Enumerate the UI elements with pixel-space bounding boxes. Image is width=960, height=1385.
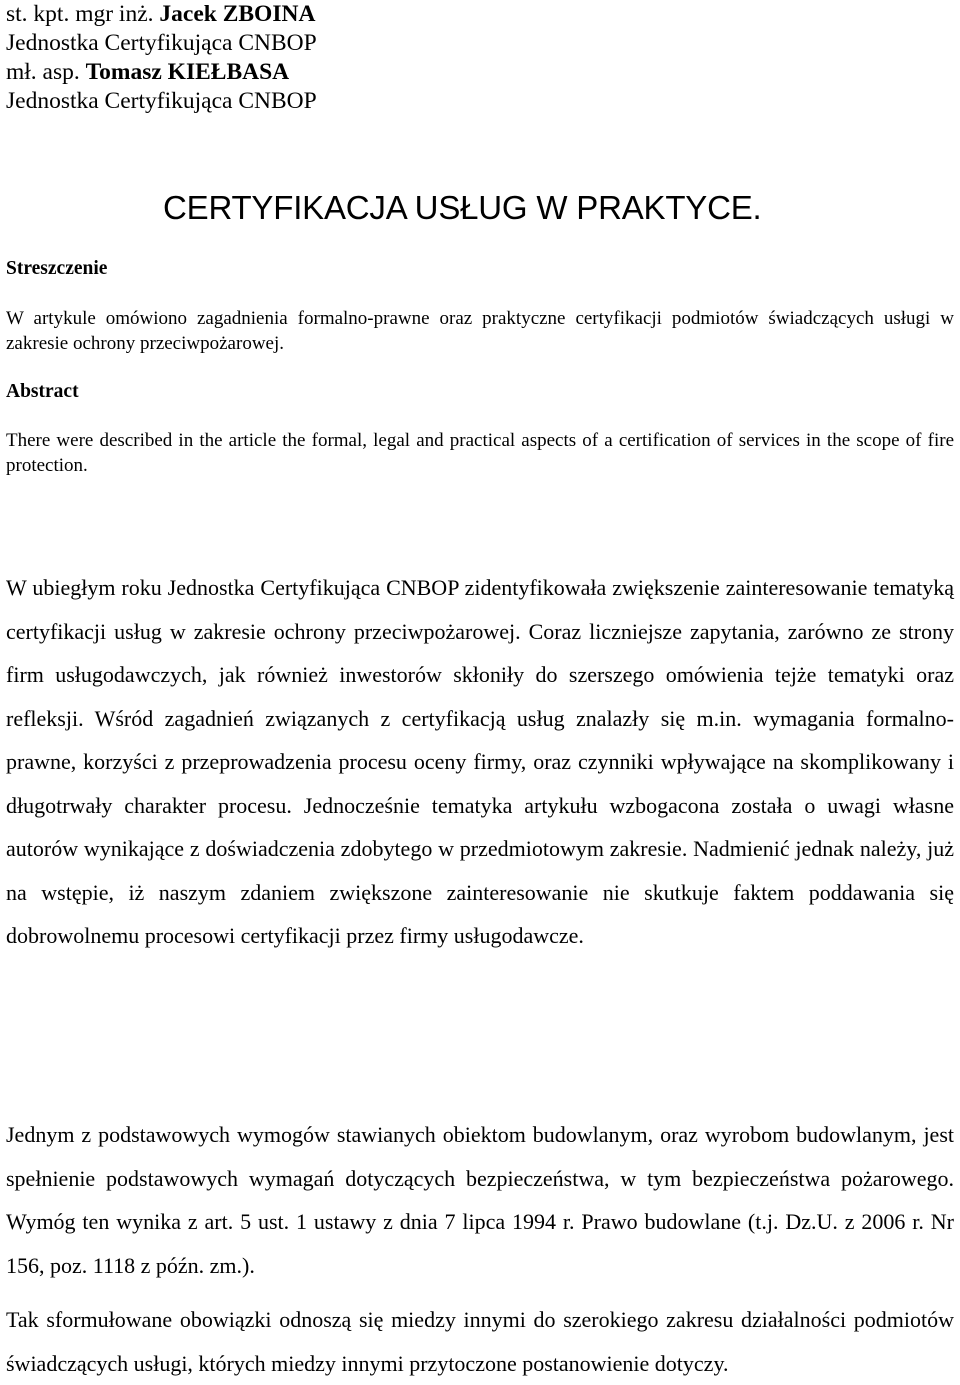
author-1-title: st. kpt. mgr inż.	[6, 1, 160, 27]
article-title: CERTYFIKACJA USŁUG W PRAKTYCE.	[163, 189, 762, 226]
author-2-title: mł. asp.	[6, 59, 86, 85]
author-block	[6, 0, 317, 116]
body-paragraph-3: Tak sformułowane obowiązki odnoszą się miedzy innymi do szerokiego zakresu działalności podmiotów świadczących usługi, których miedzy innymi przytoczone postanowienie dotyczy.	[6, 1307, 954, 1376]
abstract-text: There were described in the article the formal, legal and practical aspects of a certification of services in the scope of fire protection.	[6, 430, 954, 476]
abstract-heading: Abstract	[6, 381, 79, 402]
author-1-name: Jacek ZBOINA	[159, 1, 316, 27]
body-paragraph-2: Jednym z podstawowych wymogów stawianych obiektom budowlanym, oraz wyrobom budowlanym, jest spełnienie podstawowych wymagań dotyczących bezpieczeństwa, w tym bezpieczeństwa pożarowego. Wymóg ten wynika z art. 5 ust. 1 ustawy z dnia 7 lipca 1994 r. Prawo budowlane (t.j. Dz.U. z 2006 r. Nr 156, poz. 1118 z późn. zm.).	[6, 1122, 954, 1278]
author-2-affiliation: Jednostka Certyfikująca CNBOP	[6, 88, 317, 114]
body-paragraph-1: W ubiegłym roku Jednostka Certyfikująca CNBOP zidentyfikowała zwiększenie zainteresowanie tematyką certyfikacji usług w zakresie ochrony przeciwpożarowej. Coraz liczniejsze zapytania, zarówno ze strony firm usługodawczych, jak również inwestorów skłoniły do szerszego omówienia tejże tematyki oraz refleksji. Wśród zagadnień związanych z certyfikacją usług znalazły się m.in. wymagania formalno-prawne, korzyści z przeprowadzenia procesu oceny firmy, oraz czynniki wpływające na skomplikowany i długotrwały charakter procesu. Jednocześnie tematyka artykułu wzbogacona została o uwagi własne autorów wynikające z doświadczenia zdobytego w przedmiotowym zakresie. Nadmienić jednak należy, już na wstępie, iż naszym zdaniem zwiększone zainteresowanie nie skutkuje faktem poddawania się dobrowolnemu procesowi certyfikacji przez firmy usługodawcze.	[6, 575, 954, 948]
streszczenie-heading: Streszczenie	[6, 258, 108, 279]
author-2	[6, 58, 317, 87]
author-2-name: Tomasz KIEŁBASA	[85, 59, 290, 85]
streszczenie-text: W artykule omówiono zagadnienia formalno-prawne oraz praktyczne certyfikacji podmiotów świadczących usługi w zakresie ochrony przeciwpożarowej.	[6, 308, 954, 354]
author-1	[6, 0, 317, 29]
author-1-affiliation: Jednostka Certyfikująca CNBOP	[6, 30, 317, 56]
